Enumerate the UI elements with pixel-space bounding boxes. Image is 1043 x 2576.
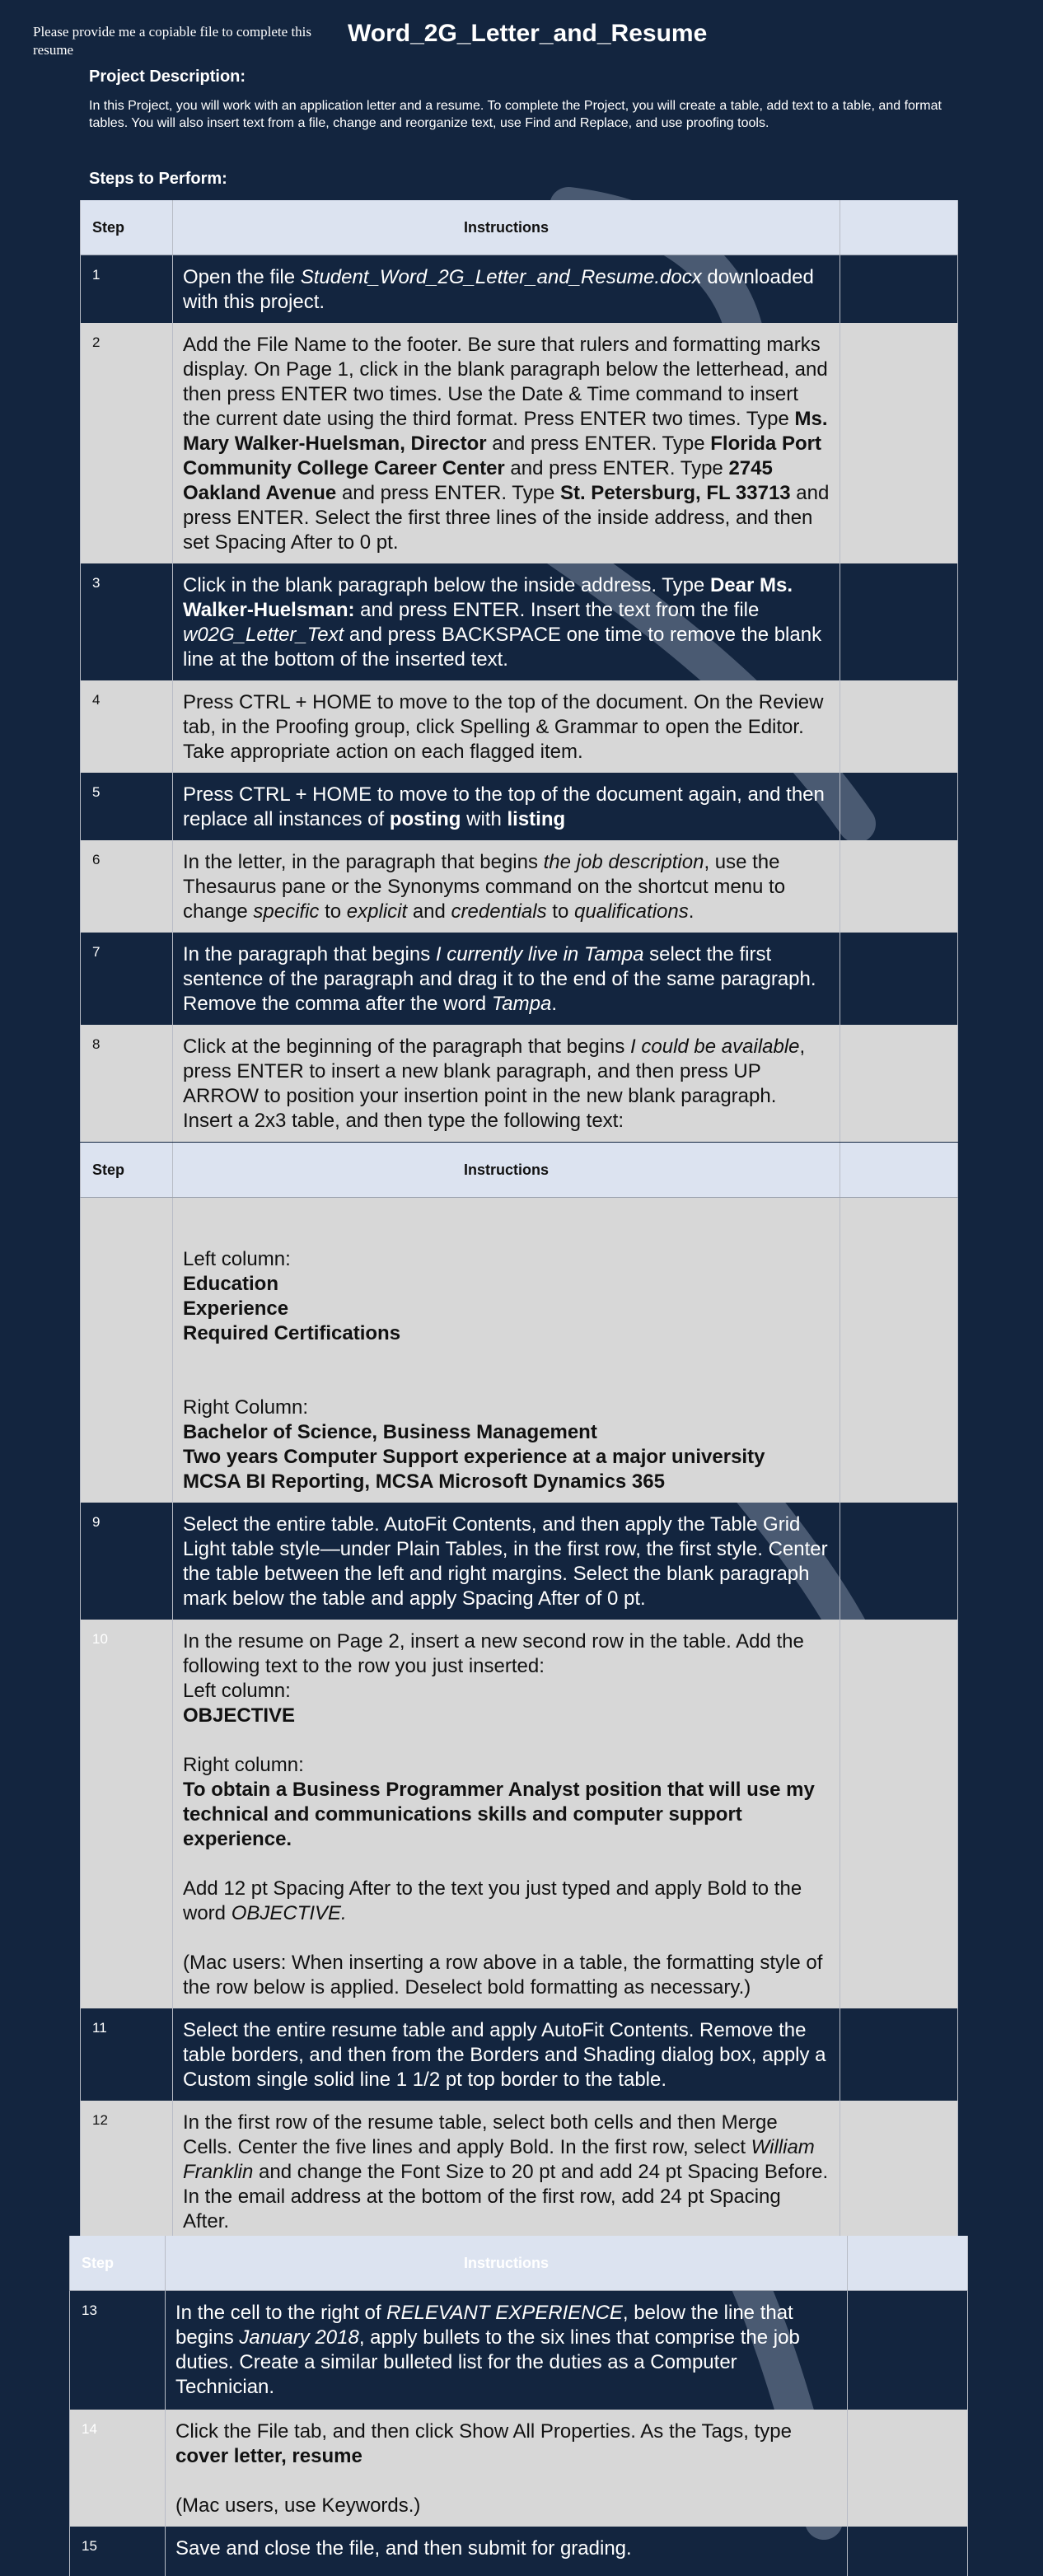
table-row [81,1198,958,1503]
step-number: 15 [70,2527,166,2576]
step-instruction: Click in the blank paragraph below the inside address. Type Dear Ms. Walker-Huelsman: and press ENTER. Insert the text from the file w02G_Letter_Text and press BACKSPACE one time to remove the blank line at the bottom of the inserted text. [173,563,840,680]
step-instruction: Select the entire table. AutoFit Contents, and then apply the Table Grid Light table style—under Plain Tables, in the first row, the first style. Center the table between the left and right margins. Select the blank paragraph mark below the table and apply Spacing After of 0 pt. [173,1503,840,1620]
step-number: 7 [81,933,173,1025]
step-number: 11 [81,2008,173,2101]
table-row [70,2410,968,2527]
steps-table-1 [80,200,958,1142]
table-row [81,2101,958,2242]
table-header-row [70,2236,968,2291]
steps-heading: Steps to Perform: [89,170,227,188]
empty-cell [840,2101,958,2242]
request-note: Please provide me a copiable file to complete this resume [33,24,311,58]
step-number [81,1198,173,1503]
instructions-column-header: Instructions [173,200,840,255]
step-instruction: In the paragraph that begins I currently live in Tampa select the first sentence of the paragraph and drag it to the end of the same paragraph. Remove the comma after the word Tampa. [173,933,840,1025]
empty-cell [840,1198,958,1503]
step-number: 13 [70,2291,166,2410]
step-instruction: Save and close the file, and then submit for grading. [166,2527,848,2576]
table-row [81,1025,958,1142]
document-title: Word_2G_Letter_and_Resume [348,20,708,47]
table-row [81,2008,958,2101]
table-row [81,933,958,1025]
table-row [81,773,958,840]
step-number: 12 [81,2101,173,2242]
step-instruction: Click the File tab, and then click Show All Properties. As the Tags, type cover letter, resume (Mac users, use Keywords.) [166,2410,848,2527]
table-header-row [81,1143,958,1198]
table-row [81,255,958,324]
step-column-header: Step [81,200,173,255]
empty-cell [848,2410,968,2527]
step-number: 3 [81,563,173,680]
table-row [81,1620,958,2008]
table-row [70,2527,968,2576]
step-instruction: Add the File Name to the footer. Be sure that rulers and formatting marks display. On Page 1, click in the blank paragraph below the letterhead, and then press ENTER two times. Use the Date & Time command to insert the current date using the third format. Press ENTER two times. Type Ms. Mary Walker-Huelsman, Director and press ENTER. Type Florida Port Community College Career Center and press ENTER. Type 2745 Oakland Avenue and press ENTER. Type St. Petersburg, FL 33713 and press ENTER. Select the first three lines of the inside address, and then set Spacing After to 0 pt. [173,323,840,563]
empty-cell [840,1620,958,2008]
empty-cell [840,680,958,773]
step-number: 9 [81,1503,173,1620]
step-number: 5 [81,773,173,840]
step-number: 10 [81,1620,173,2008]
table-row [81,1503,958,1620]
step-instruction: In the resume on Page 2, insert a new second row in the table. Add the following text to the row you just inserted: Left column: OBJECTIVE Right column: To obtain a Business Programmer Analyst position that will use my technical and communications skills and computer support experience. Add 12 pt Spacing After to the text you just typed and apply Bold to the word OBJECTIVE. (Mac users: When inserting a row above in a table, the formatting style of the row below is applied. Deselect bold formatting as necessary.) [173,1620,840,2008]
project-description-text: In this Project, you will work with an application letter and a resume. To complete the Project, you will create a table, add text to a table, and format tables. You will also insert text from a file, change and reorganize text, use Find and Replace, and use proofing tools. [89,99,942,130]
empty-cell [840,840,958,933]
instructions-column-header: Instructions [166,2236,848,2291]
table-header-row [81,200,958,255]
step-number: 14 [70,2410,166,2527]
steps-table-2 [80,1143,958,2242]
step-instruction: Press CTRL + HOME to move to the top of the document. On the Review tab, in the Proofing group, click Spelling & Grammar to open the Editor. Take appropriate action on each flagged item. [173,680,840,773]
step-column-header: Step [70,2236,166,2291]
step-number: 2 [81,323,173,563]
step-number: 8 [81,1025,173,1142]
empty-cell [840,563,958,680]
instructions-column-header: Instructions [173,1143,840,1198]
step-instruction: In the cell to the right of RELEVANT EXPERIENCE, below the line that begins January 2018, apply bullets to the six lines that comprise the job duties. Create a similar bulleted list for the duties as a Computer Technician. [166,2291,848,2410]
empty-cell [840,2008,958,2101]
table-row [81,840,958,933]
step-instruction: In the first row of the resume table, select both cells and then Merge Cells. Center the five lines and apply Bold. In the first row, select William Franklin and change the Font Size to 20 pt and add 24 pt Spacing Before. In the email address at the bottom of the first row, add 24 pt Spacing After. [173,2101,840,2242]
steps-table-3 [69,2236,968,2576]
project-description-heading: Project Description: [89,68,246,86]
empty-cell [840,933,958,1025]
empty-cell [840,323,958,563]
extra-column-header [840,1143,958,1198]
step-column-header: Step [81,1143,173,1198]
step-number: 4 [81,680,173,773]
step-number: 1 [81,255,173,324]
step-instruction: Open the file Student_Word_2G_Letter_and_Resume.docx downloaded with this project. [173,255,840,324]
extra-column-header [848,2236,968,2291]
step-instruction: In the letter, in the paragraph that begins the job description, use the Thesaurus pane or the Synonyms command on the shortcut menu to change specific to explicit and credentials to qualifications. [173,840,840,933]
empty-cell [840,255,958,324]
extra-column-header [840,200,958,255]
table-row [81,323,958,563]
step-instruction: Select the entire resume table and apply AutoFit Contents. Remove the table borders, and then from the Borders and Shading dialog box, apply a Custom single solid line 1 1/2 pt top border to the table. [173,2008,840,2101]
step-instruction: Press CTRL + HOME to move to the top of the document again, and then replace all instances of posting with listing [173,773,840,840]
table-row [81,563,958,680]
empty-cell [848,2527,968,2576]
step-instruction: Left column: Education Experience Required Certifications Right Column: Bachelor of Science, Business Management Two years Computer Support experience at a major university MCSA BI Reporting, MCSA Microsoft Dynamics 365 [173,1198,840,1503]
step-instruction: Click at the beginning of the paragraph that begins I could be available, press ENTER to insert a new blank paragraph, and then press UP ARROW to position your insertion point in the new blank paragraph. Insert a 2x3 table, and then type the following text: [173,1025,840,1142]
empty-cell [848,2291,968,2410]
table-row [81,680,958,773]
empty-cell [840,1503,958,1620]
empty-cell [840,1025,958,1142]
table-row [70,2291,968,2410]
empty-cell [840,773,958,840]
step-number: 6 [81,840,173,933]
